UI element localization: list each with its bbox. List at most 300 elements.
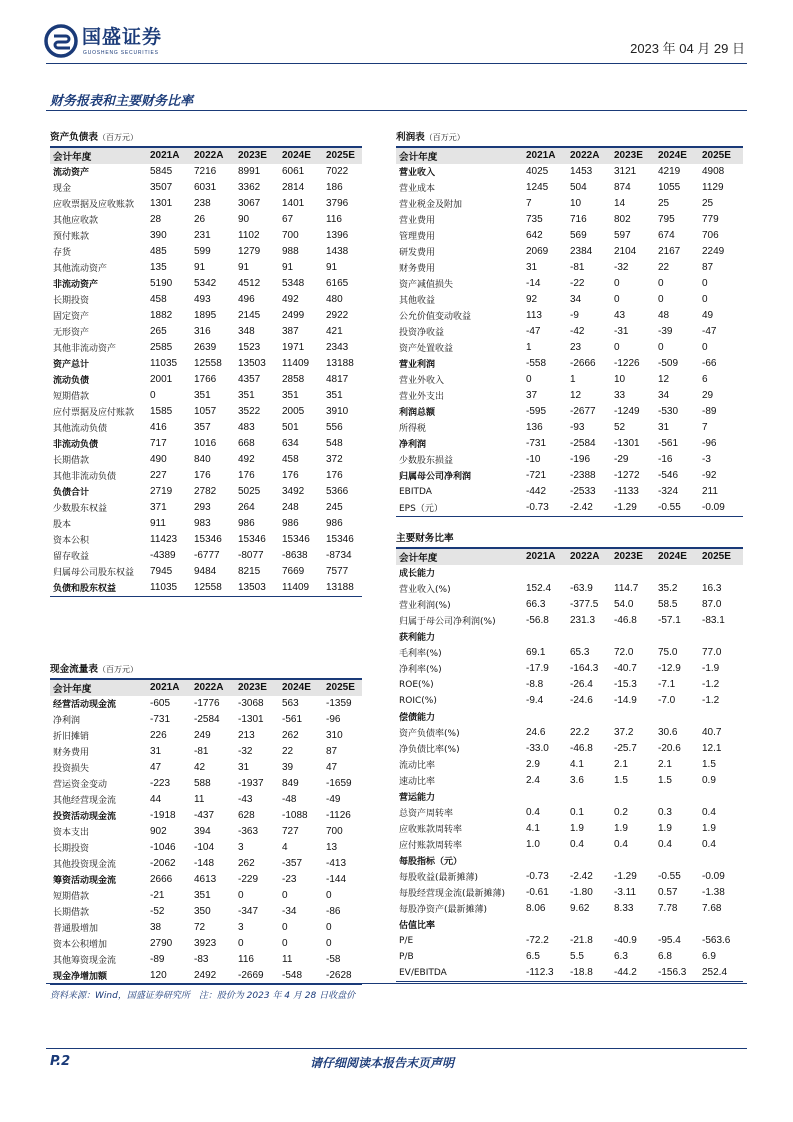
row-value: 0 [614, 342, 620, 353]
row-value: 1 [526, 342, 532, 353]
row-value: 485 [150, 246, 167, 257]
row-value: -1937 [238, 778, 264, 789]
row-value: 4.1 [526, 823, 540, 834]
row-value: 15346 [326, 534, 354, 545]
row-value [524, 709, 568, 725]
row-label: 非流动资产 [53, 280, 99, 290]
row-value: 0.4 [614, 839, 628, 850]
row-value: 0 [658, 294, 664, 305]
row-value: 58.5 [658, 599, 678, 610]
row-value: 2782 [194, 486, 217, 497]
row-value: -1046 [150, 842, 176, 853]
row-value: 0 [326, 922, 332, 933]
row-label: 筹资活动现金流 [53, 876, 117, 886]
row-value: 72 [194, 922, 206, 933]
table-row [396, 949, 743, 965]
row-value: 1438 [326, 246, 349, 257]
row-value: 7022 [326, 166, 349, 177]
row-value: 12 [658, 374, 670, 385]
row-value: 238 [194, 198, 211, 209]
row-value: 43 [614, 310, 626, 321]
row-value: -347 [238, 906, 259, 917]
row-label: 资产总计 [53, 360, 90, 370]
table-row [50, 532, 362, 548]
report-date: 2023 年 04 月 29 日 [630, 41, 745, 56]
row-value: 2499 [282, 310, 305, 321]
table-title [50, 130, 362, 146]
row-value: -1359 [326, 698, 352, 709]
table-row [396, 324, 743, 340]
table-header-row [396, 148, 743, 164]
row-value [700, 853, 743, 869]
row-value: 249 [194, 730, 211, 741]
row-value: -8734 [326, 550, 352, 561]
row-value: -95.4 [658, 935, 681, 946]
table-row [50, 840, 362, 856]
row-value: -3.11 [614, 887, 637, 898]
row-value: 176 [282, 470, 299, 481]
row-value: 492 [238, 454, 255, 465]
row-label: 管理费用 [399, 232, 436, 242]
row-value: -563.6 [702, 935, 731, 946]
row-value: 6061 [282, 166, 305, 177]
row-label: 其他经营现金流 [53, 796, 117, 806]
row-value: 849 [282, 778, 299, 789]
row-label: 应付票据及应付账款 [53, 408, 135, 418]
row-label: EBITDA [399, 486, 432, 497]
table-bottom-rule [50, 596, 362, 597]
row-value: 2.4 [526, 775, 540, 786]
row-value: 7.68 [702, 903, 722, 914]
row-value: 700 [282, 230, 299, 241]
row-value: -0.55 [658, 502, 681, 513]
row-label: 经营活动现金流 [53, 700, 117, 710]
table-header-row [50, 680, 362, 696]
row-value: 4219 [658, 166, 681, 177]
row-value: -29 [614, 454, 629, 465]
row-value: 2922 [326, 310, 349, 321]
row-value: -3 [702, 454, 711, 465]
row-value: 33 [614, 390, 626, 401]
row-value: 186 [326, 182, 343, 193]
table-grid [50, 148, 362, 596]
row-value: -2.42 [570, 871, 593, 882]
table-row [396, 629, 743, 645]
row-value: 0 [702, 342, 708, 353]
row-value: -112.3 [526, 967, 554, 978]
cash-flow-table [50, 662, 362, 985]
row-value: 986 [238, 518, 255, 529]
row-value: 1585 [150, 406, 173, 417]
row-value: 5342 [194, 278, 217, 289]
row-value [568, 917, 612, 933]
row-value: 5025 [238, 486, 261, 497]
row-value: -561 [658, 438, 679, 449]
row-value: -413 [326, 858, 347, 869]
row-label: 资本支出 [53, 828, 90, 838]
row-value: 1453 [570, 166, 593, 177]
table-row [50, 564, 362, 580]
table-row [50, 212, 362, 228]
table-row [50, 792, 362, 808]
row-value: 634 [282, 438, 299, 449]
row-value: -1301 [614, 438, 640, 449]
header-year: 2023E [236, 680, 280, 696]
row-label: 资产负债率(%) [399, 729, 460, 739]
row-value: 372 [326, 454, 343, 465]
row-value: 458 [150, 294, 167, 305]
row-value: 2069 [526, 246, 549, 257]
row-value: 40.7 [702, 727, 722, 738]
brand-name-en: GUOSHENG SECURITIES [83, 50, 159, 56]
row-value: 779 [702, 214, 719, 225]
table-row [50, 420, 362, 436]
row-label: 营业外收入 [399, 376, 445, 386]
row-value: 351 [194, 890, 211, 901]
table-row [50, 968, 362, 984]
source-divider [46, 983, 747, 984]
row-value [568, 853, 612, 869]
row-label: 归属母公司净利润 [399, 472, 472, 482]
row-value: 0 [526, 374, 532, 385]
row-value: -1918 [150, 810, 176, 821]
row-label: 财务费用 [399, 264, 436, 274]
row-value: -26.4 [570, 679, 593, 690]
row-value: -89 [150, 954, 165, 965]
row-value: 87 [702, 262, 714, 273]
row-value: 4357 [238, 374, 261, 385]
row-value: -2666 [570, 358, 596, 369]
row-label: 所得税 [399, 424, 427, 434]
row-value: 0 [702, 278, 708, 289]
row-value: 12558 [194, 582, 222, 593]
row-label: EPS（元） [399, 504, 443, 514]
table-row [396, 356, 743, 372]
row-value [700, 629, 743, 645]
row-label: 负债和股东权益 [53, 584, 117, 594]
row-value: -46.8 [570, 743, 593, 754]
header-year: 2024E [280, 148, 324, 164]
row-value: 4512 [238, 278, 261, 289]
table-row [396, 484, 743, 500]
row-value: 7945 [150, 566, 173, 577]
company-logo [44, 24, 194, 58]
row-value: 1102 [238, 230, 260, 241]
row-value: 556 [326, 422, 343, 433]
row-value: 458 [282, 454, 299, 465]
row-value: -1.29 [614, 871, 637, 882]
table-row [396, 597, 743, 613]
table-row [396, 404, 743, 420]
row-value: 12558 [194, 358, 222, 369]
row-value: 54.0 [614, 599, 634, 610]
row-value: -558 [526, 358, 547, 369]
row-value: 902 [150, 826, 167, 837]
row-value: -2669 [238, 970, 264, 981]
row-label: 净利润 [53, 716, 81, 726]
row-value: 1396 [326, 230, 349, 241]
row-value: 371 [150, 502, 167, 513]
income-statement-table [396, 130, 743, 517]
row-value: -58 [326, 954, 341, 965]
row-label: 净利润 [399, 440, 427, 450]
row-value: 2666 [150, 874, 173, 885]
table-row [50, 260, 362, 276]
row-value: -731 [150, 714, 171, 725]
table-row [396, 789, 743, 805]
row-value: 0.3 [658, 807, 672, 818]
table-header-row [396, 549, 743, 565]
row-value: 0.4 [702, 839, 716, 850]
row-label: 每股收益(最新摊薄) [399, 873, 479, 883]
header-label: 会计年度 [396, 148, 524, 164]
table-row [396, 885, 743, 901]
row-value: -86 [326, 906, 341, 917]
row-value: -9 [570, 310, 579, 321]
row-value: 2719 [150, 486, 173, 497]
row-label: 应付账款周转率 [399, 841, 463, 851]
table-row [396, 308, 743, 324]
row-value: 0 [150, 390, 156, 401]
row-label: 总资产周转率 [399, 809, 454, 819]
row-value: 47 [150, 762, 162, 773]
row-label: 估值比率 [399, 921, 436, 931]
row-value: -0.61 [526, 887, 549, 898]
row-value: 15346 [194, 534, 222, 545]
row-label: 普通股增加 [53, 924, 99, 934]
table-row [50, 404, 362, 420]
table-title [50, 662, 362, 678]
row-value: -0.73 [526, 871, 549, 882]
header-label: 会计年度 [396, 549, 524, 565]
row-label: 现金净增加额 [53, 972, 108, 982]
row-value: 39 [282, 762, 294, 773]
row-value: 4 [282, 842, 288, 853]
row-value: -2533 [570, 486, 596, 497]
row-value: -2628 [326, 970, 352, 981]
row-value: 350 [194, 906, 211, 917]
row-value [524, 565, 568, 581]
row-value: -1226 [614, 358, 640, 369]
row-value: -16 [658, 454, 673, 465]
row-value: -4389 [150, 550, 176, 561]
row-label: 营业税金及附加 [399, 200, 463, 210]
row-value: -148 [194, 858, 215, 869]
row-value: 8991 [238, 166, 261, 177]
header-year: 2025E [700, 148, 743, 164]
row-value: -2584 [570, 438, 596, 449]
row-value: 0 [282, 890, 288, 901]
table-row [50, 340, 362, 356]
row-value: 37 [526, 390, 538, 401]
row-value: 176 [194, 470, 211, 481]
row-value: -57.1 [658, 615, 681, 626]
row-value: -509 [658, 358, 679, 369]
row-label: 财务费用 [53, 748, 90, 758]
row-value: 13503 [238, 358, 266, 369]
row-label: 负债合计 [53, 488, 90, 498]
row-value: 7216 [194, 166, 217, 177]
row-value: 11423 [150, 534, 178, 545]
row-value: 1.5 [658, 775, 672, 786]
row-value: 3923 [194, 938, 217, 949]
row-value: -18.8 [570, 967, 593, 978]
row-value: 4613 [194, 874, 217, 885]
row-value: 113 [526, 310, 542, 321]
row-value: 351 [326, 390, 343, 401]
row-value: -44.2 [614, 967, 637, 978]
row-value: 840 [194, 454, 211, 465]
row-value: 26 [194, 214, 206, 225]
row-value: -96 [326, 714, 341, 725]
row-value [612, 565, 656, 581]
row-value: 2492 [194, 970, 217, 981]
row-label: 获利能力 [399, 633, 436, 643]
row-value: 0 [282, 922, 288, 933]
row-value: -437 [194, 810, 215, 821]
row-value: 4817 [326, 374, 349, 385]
row-value: 66.3 [526, 599, 546, 610]
row-value: 1055 [658, 182, 681, 193]
row-value: 87.0 [702, 599, 722, 610]
row-value: 38 [150, 922, 162, 933]
row-label: 其他非流动资产 [53, 344, 117, 354]
row-value: 569 [570, 230, 587, 241]
row-value: 293 [194, 502, 211, 513]
section-divider [46, 110, 747, 111]
row-value: 717 [150, 438, 167, 449]
row-value: -530 [658, 406, 679, 417]
row-value: 116 [238, 954, 254, 965]
row-label: 营业利润(%) [399, 601, 451, 611]
row-value: 16.3 [702, 583, 722, 594]
table-grid [396, 549, 743, 981]
table-row [396, 565, 743, 581]
row-value: 245 [326, 502, 343, 513]
logo-mark-icon [44, 24, 78, 58]
row-value [700, 565, 743, 581]
table-row [50, 276, 362, 292]
row-value: 563 [282, 698, 299, 709]
row-value: -25.7 [614, 743, 637, 754]
row-label: ROIC(%) [399, 695, 437, 706]
row-value: 6.9 [702, 951, 716, 962]
row-value: 227 [150, 470, 167, 481]
row-value: 421 [326, 326, 343, 337]
row-value: -1.29 [614, 502, 637, 513]
row-value: -3068 [238, 698, 264, 709]
table-row [396, 581, 743, 597]
row-value: 1057 [194, 406, 217, 417]
row-value: -196 [570, 454, 591, 465]
footer-divider [46, 1048, 747, 1049]
row-value: 12.1 [702, 743, 722, 754]
row-value: 49 [702, 310, 714, 321]
row-label: 应收票据及应收账款 [53, 200, 135, 210]
table-row [396, 853, 743, 869]
row-value: -39 [658, 326, 673, 337]
row-label: 资本公积增加 [53, 940, 108, 950]
table-row [396, 821, 743, 837]
table-row [50, 856, 362, 872]
row-value: 11409 [282, 358, 310, 369]
table-row [396, 388, 743, 404]
row-value: 1.0 [526, 839, 540, 850]
row-value [524, 789, 568, 805]
row-value: -34 [282, 906, 297, 917]
row-value: 47 [326, 762, 338, 773]
row-value [700, 789, 743, 805]
row-value: 0 [614, 294, 620, 305]
row-value [656, 789, 700, 805]
row-value: -1272 [614, 470, 640, 481]
row-value: 11035 [150, 582, 178, 593]
row-value [656, 853, 700, 869]
row-value [656, 709, 700, 725]
row-value: 2384 [570, 246, 593, 257]
row-value: 394 [194, 826, 211, 837]
row-value: 6.3 [614, 951, 628, 962]
table-row [50, 292, 362, 308]
row-value: 416 [150, 422, 167, 433]
row-value: 265 [150, 326, 167, 337]
row-value: 5.5 [570, 951, 584, 962]
row-label: 偿债能力 [399, 713, 436, 723]
row-value: 0 [282, 938, 288, 949]
row-value: -6777 [194, 550, 220, 561]
table-grid [396, 148, 743, 516]
table-row [396, 228, 743, 244]
row-value: 6165 [326, 278, 349, 289]
row-value: -546 [658, 470, 679, 481]
row-label: 其他流动负债 [53, 424, 108, 434]
row-value: -96 [702, 438, 717, 449]
row-value: -561 [282, 714, 303, 725]
header-year: 2025E [324, 148, 362, 164]
table-row [396, 260, 743, 276]
row-value: -14 [526, 278, 541, 289]
row-value: 0.57 [658, 887, 678, 898]
row-label: 资产减值损失 [399, 280, 454, 290]
row-value: -377.5 [570, 599, 599, 610]
table-row [396, 741, 743, 757]
row-value: -21.8 [570, 935, 593, 946]
row-value: -0.09 [702, 871, 725, 882]
row-value: 15346 [282, 534, 310, 545]
row-value: -66 [702, 358, 717, 369]
row-label: 短期借款 [53, 892, 90, 902]
row-value: -1.2 [702, 679, 720, 690]
table-unit: （百万元） [424, 133, 465, 142]
header-year: 2021A [524, 148, 568, 164]
row-value [612, 853, 656, 869]
row-value: 262 [238, 858, 255, 869]
row-value: 2343 [326, 342, 349, 353]
row-label: 营运能力 [399, 793, 436, 803]
table-row [396, 420, 743, 436]
row-value: -92 [702, 470, 717, 481]
row-value: 3507 [150, 182, 173, 193]
row-value: 135 [150, 262, 167, 273]
row-value: 504 [570, 182, 587, 193]
row-value: 674 [658, 230, 675, 241]
table-row [396, 917, 743, 933]
row-value: 213 [238, 730, 255, 741]
row-value: -7.1 [658, 679, 676, 690]
row-value: 0 [238, 890, 244, 901]
row-value: 67 [282, 214, 294, 225]
row-value: -81 [194, 746, 209, 757]
